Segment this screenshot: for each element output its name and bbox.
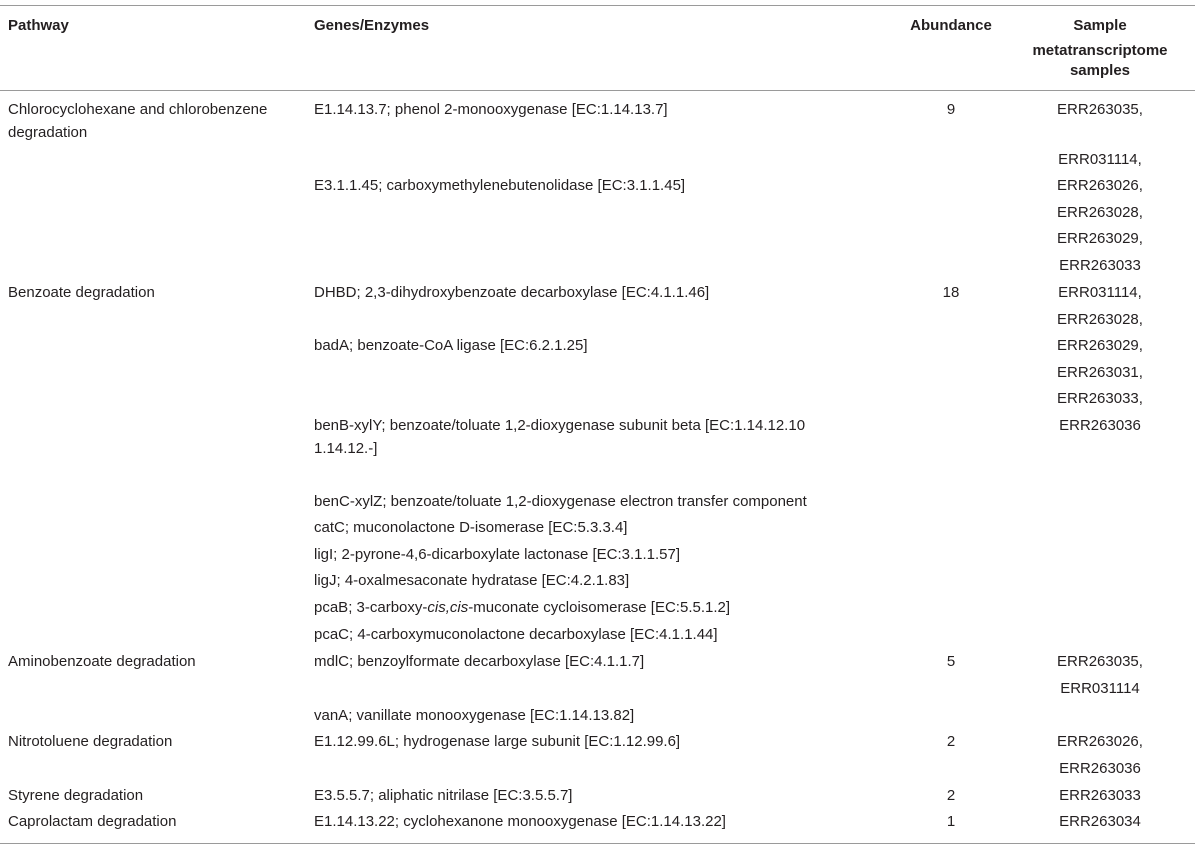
gene-cell: ligJ; 4-oxalmesaconate hydratase [EC:4.2.1.83] [314,572,630,589]
gene-cell: benB-xylY; benzoate/toluate 1,2-dioxygenase subunit beta [EC:1.14.12.10 [314,417,806,434]
sample-cell: ERR263028, [1057,204,1143,221]
gene-cell: ligI; 2-pyrone-4,6-dicarboxylate lactonase [EC:3.1.1.57] [314,546,681,563]
header-samples: metatranscriptome [1032,42,1168,59]
gene-cell: E1.14.13.22; cyclohexanone monooxygenase [EC:1.14.13.22] [314,813,726,830]
sample-cell: ERR263028, [1057,311,1143,328]
abundance-cell: 18 [942,284,960,301]
gene-text-italic: cis,cis [427,599,469,616]
header-rule [0,90,1195,91]
sample-cell: ERR263031, [1057,364,1143,381]
sample-cell: ERR263026, [1057,733,1143,750]
sample-cell: ERR031114 [1060,680,1140,697]
gene-cell: catC; muconolactone D-isomerase [EC:5.3.3.4] [314,519,628,536]
pathway-cell: degradation [8,124,88,141]
pathway-cell: Chlorocyclohexane and chlorobenzene [8,101,268,118]
bottom-rule [0,843,1195,844]
header-genes: Genes/Enzymes [314,17,430,34]
sample-cell: ERR263029, [1057,337,1143,354]
sample-cell: ERR031114, [1058,284,1142,301]
gene-cell: vanA; vanillate monooxygenase [EC:1.14.13.82] [314,707,635,724]
gene-cell: badA; benzoate-CoA ligase [EC:6.2.1.25] [314,337,588,354]
gene-cell: pcaC; 4-carboxymuconolactone decarboxylase [EC:4.1.1.44] [314,626,718,643]
pathway-cell: Caprolactam degradation [8,813,177,830]
sample-cell: ERR031114, [1058,151,1142,168]
gene-text: -muconate cycloisomerase [EC:5.5.1.2] [468,599,731,616]
header-samples: samples [1069,62,1131,79]
gene-cell: DHBD; 2,3-dihydroxybenzoate decarboxylase [EC:4.1.1.46] [314,284,710,301]
abundance-cell: 9 [946,101,956,118]
sample-cell: ERR263033 [1059,257,1141,274]
pathway-cell: Aminobenzoate degradation [8,653,196,670]
pathway-cell: Nitrotoluene degradation [8,733,173,750]
gene-cell: E1.12.99.6L; hydrogenase large subunit [EC:1.12.99.6] [314,733,681,750]
sample-cell: ERR263026, [1057,177,1143,194]
abundance-cell: 2 [946,733,956,750]
gene-cell [314,595,730,621]
gene-text: pcaB; 3-carboxy- [314,599,428,616]
gene-cell: E1.14.13.7; phenol 2-monooxygenase [EC:1.14.13.7] [314,101,668,118]
sample-cell: ERR263033, [1057,390,1143,407]
top-rule [0,5,1195,6]
pathway-cell: Benzoate degradation [8,284,155,301]
gene-cell: E3.1.1.45; carboxymethylenebutenolidase [EC:3.1.1.45] [314,177,686,194]
gene-cell: 1.14.12.-] [314,440,378,457]
gene-cell: benC-xylZ; benzoate/toluate 1,2-dioxygenase electron transfer component [314,493,807,510]
abundance-cell: 2 [946,787,956,804]
sample-cell: ERR263035, [1057,653,1143,670]
sample-cell: ERR263036 [1059,760,1141,777]
abundance-cell: 1 [946,813,956,830]
gene-cell: mdlC; benzoylformate decarboxylase [EC:4.1.1.7] [314,653,645,670]
sample-cell: ERR263035, [1057,101,1143,118]
header-abundance: Abundance [910,17,992,34]
abundance-cell: 5 [946,653,956,670]
sample-cell: ERR263036 [1059,417,1141,434]
sample-cell: ERR263034 [1059,813,1141,830]
sample-cell: ERR263033 [1059,787,1141,804]
gene-cell: E3.5.5.7; aliphatic nitrilase [EC:3.5.5.7] [314,787,573,804]
pathway-cell: Styrene degradation [8,787,144,804]
sample-cell: ERR263029, [1057,230,1143,247]
header-samples: Sample [1073,17,1127,34]
header-pathway: Pathway [8,17,69,34]
